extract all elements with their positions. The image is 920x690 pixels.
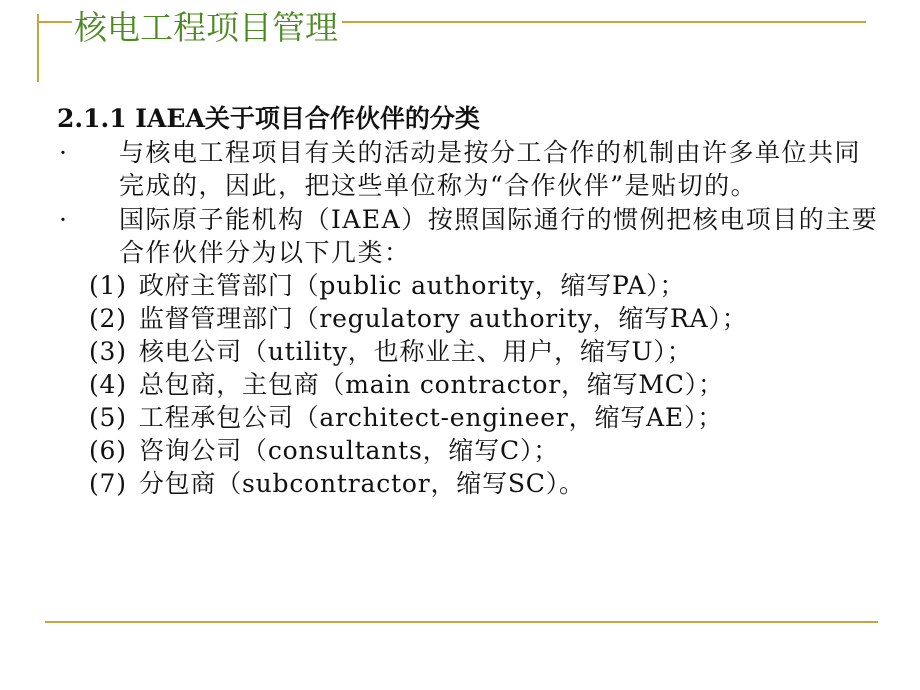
list-item bbox=[89, 434, 887, 467]
list-item bbox=[89, 269, 887, 302]
bullet-text: 与核电工程项目有关的活动是按分工合作的机制由许多单位共同完成的，因此，把这些单位称为“合作伙伴”是贴切的。 bbox=[119, 138, 862, 200]
section-heading: 2.1.1 IAEA关于项目合作伙伴的分类 bbox=[57, 104, 480, 133]
item-number: (1) bbox=[89, 271, 127, 300]
bullet-marker: · bbox=[59, 205, 69, 234]
list-item bbox=[89, 335, 887, 368]
list-item bbox=[89, 467, 887, 500]
slide-title: 核电工程项目管理 bbox=[72, 6, 342, 50]
footer-rule bbox=[45, 621, 878, 623]
list-item bbox=[89, 302, 887, 335]
item-text: 监督管理部门（regulatory authority，缩写RA）； bbox=[138, 304, 748, 333]
item-number: (3) bbox=[89, 337, 127, 366]
bullet-text: 国际原子能机构（IAEA）按照国际通行的惯例把核电项目的主要合作伙伴分为以下几类： bbox=[119, 205, 879, 267]
item-text: 分包商（subcontractor，缩写SC）。 bbox=[138, 469, 585, 498]
item-text: 核电公司（utility，也称业主、用户，缩写U）； bbox=[138, 337, 693, 366]
item-text: 总包商，主包商（main contractor，缩写MC）； bbox=[138, 370, 724, 399]
partner-list bbox=[57, 269, 887, 500]
slide-content bbox=[57, 103, 887, 500]
bullet-marker: · bbox=[59, 138, 69, 167]
list-item bbox=[89, 368, 887, 401]
item-number: (7) bbox=[89, 469, 127, 498]
item-text: 咨询公司（consultants，缩写C）； bbox=[138, 436, 560, 465]
item-number: (5) bbox=[89, 403, 127, 432]
bullet-paragraph-1 bbox=[57, 136, 887, 202]
header-vertical-rule bbox=[37, 14, 39, 82]
list-item bbox=[89, 401, 887, 434]
item-number: (6) bbox=[89, 436, 127, 465]
bullet-paragraph-2 bbox=[57, 203, 887, 269]
item-text: 工程承包公司（architect-engineer，缩写AE）； bbox=[138, 403, 724, 432]
item-number: (4) bbox=[89, 370, 127, 399]
item-number: (2) bbox=[89, 304, 127, 333]
item-text: 政府主管部门（public authority，缩写PA）； bbox=[138, 271, 686, 300]
